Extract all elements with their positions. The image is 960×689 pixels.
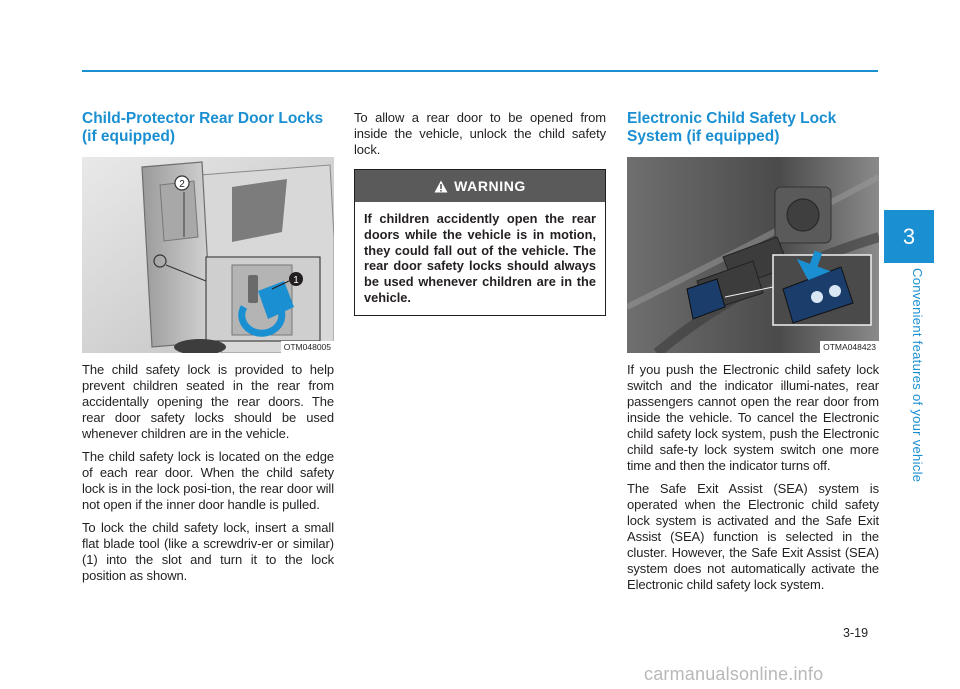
page-number: 3-19 <box>843 626 869 640</box>
header-rule <box>82 70 878 72</box>
chapter-number-tab: 3 <box>884 210 934 263</box>
warning-box <box>354 169 606 316</box>
section-title-child-protector: Child-Protector Rear Door Locks (if equipped) <box>82 110 324 145</box>
figure-electronic-child-lock <box>627 157 879 353</box>
warning-label: WARNING <box>454 178 526 194</box>
rear-door-illustration <box>82 157 334 353</box>
callout-1-label: 1 <box>293 275 299 286</box>
paragraph: The child safety lock is provided to help prevent children seated in the rear from accidentally opening the rear doors. The rear door safety locks should be used whenever children are in the vehicle. <box>82 362 334 441</box>
paragraph: The child safety lock is located on the edge of each rear door. When the child safety lock is in the lock posi-tion, the rear door will not open if the inner door handle is pulled. <box>82 449 334 512</box>
warning-header <box>355 170 605 202</box>
warning-triangle-icon <box>434 180 448 193</box>
paragraph: If you push the Electronic child safety lock switch and the indicator illumi-nates, rear passengers cannot open the rear door from inside the vehicle. To cancel the Electronic child safety lock system, push the Electronic child safe-ty lock system switch one more time and then the indicator turns off. <box>627 362 879 473</box>
figure-code: OTMA048423 <box>820 341 879 353</box>
warning-text: If children accidently open the rear doors while the vehicle is in motion, they could fall out of the vehicle. The rear door safety locks should always be used whenever children are in the vehicle. <box>364 211 596 305</box>
paragraph: To allow a rear door to be opened from inside the vehicle, unlock the child safety lock. <box>354 110 606 157</box>
figure-code: OTM048005 <box>281 341 334 353</box>
right-column <box>627 110 879 600</box>
callout-2-label: 2 <box>179 179 185 190</box>
section-title-electronic-child-lock: Electronic Child Safety Lock System (if equipped) <box>627 110 837 145</box>
window-switch-panel-illustration <box>627 157 879 353</box>
figure-rear-door-lock <box>82 157 334 353</box>
mirror-control-knob <box>787 199 819 231</box>
left-column <box>82 110 334 591</box>
watermark: carmanualsonline.info <box>644 664 824 684</box>
paragraph: The Safe Exit Assist (SEA) system is operated when the Electronic child safety lock system is activated and the Safe Exit Assist (SEA) function is selected in the cluster. However, the Safe Exit Assist (SEA) system does not automatically activate the Electronic child safety lock system. <box>627 481 879 592</box>
paragraph: To lock the child safety lock, insert a small flat blade tool (like a screwdriv-er or similar) (1) into the slot and turn it to the lock position as shown. <box>82 520 334 583</box>
middle-column <box>354 110 606 316</box>
chapter-title: Convenient features of your vehicle <box>910 268 925 483</box>
